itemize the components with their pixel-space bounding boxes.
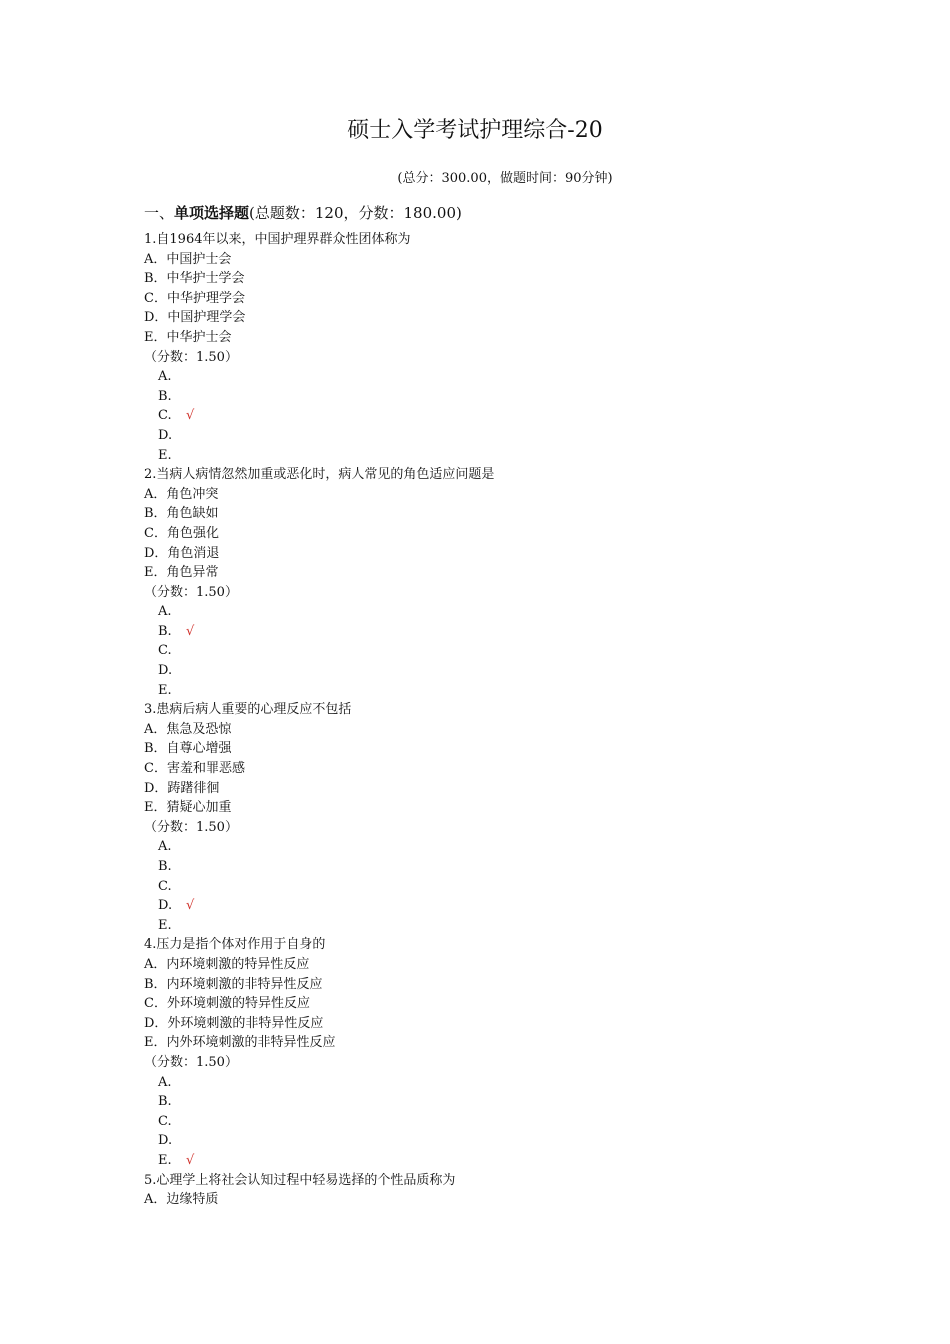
question-block [144,1171,844,1210]
question-option: E．角色异常 [144,565,219,581]
question-option: C．角色强化 [144,525,219,541]
answer-letter: A. [158,369,172,385]
question-option: D．角色消退 [144,545,220,561]
answer-letter: E. [158,682,172,698]
answer-letter: E. [158,447,172,463]
question-list [144,230,844,1210]
document-subtitle: (总分：300.00，做题时间：90分钟) [397,171,613,186]
question-option: C．外环境刺激的特异性反应 [144,996,310,1012]
question-option: A．焦急及恐惊 [144,721,232,737]
answer-letter: A. [158,839,172,855]
question-stem: 1.自1964年以来，中国护理界群众性团体称为 [144,232,411,247]
answer-choice [144,367,844,387]
question-option: B．中华护士学会 [144,271,245,287]
answer-letter: C. [158,1113,172,1129]
question-option: A．中国护士会 [144,251,232,267]
question-option: C．害羞和罪恶感 [144,761,245,777]
answer-letter: D. [158,663,173,679]
question-score: （分数：1.50） [144,349,238,365]
question-option: E．中华护士会 [144,329,232,345]
answer-choice [144,837,844,857]
question-block [144,465,844,700]
section-prefix: 一、 [144,204,175,222]
question-option: C．中华护理学会 [144,290,245,306]
question-score: （分数：1.50） [144,819,238,835]
correct-check-icon: √ [186,408,195,424]
answer-choice [144,446,844,466]
answer-choice [144,1092,844,1112]
question-stem: 4.压力是指个体对作用于自身的 [144,937,326,953]
answer-letter: B. [158,859,172,874]
answer-letter: C. [158,408,172,424]
question-block [144,700,844,935]
answer-choice [144,641,844,661]
answer-choice [144,602,844,622]
document-title: 硕士入学考试护理综合-20 [347,118,603,143]
answer-choice [144,916,844,936]
answer-choice [144,1073,844,1093]
answer-choice [144,406,844,426]
answer-choice [144,896,844,916]
answer-choice [144,1112,844,1132]
question-option: A．角色冲突 [144,486,219,502]
question-block [144,935,844,1170]
answer-letter: A. [158,604,172,620]
answer-letter: C. [158,643,172,659]
answer-letter: A. [158,1074,172,1090]
answer-choice [144,661,844,681]
question-option: D．外环境刺激的非特异性反应 [144,1015,324,1031]
question-option: E．内外环境刺激的非特异性反应 [144,1035,336,1051]
question-option: D．中国护理学会 [144,310,246,326]
answer-letter: D. [158,1133,173,1149]
question-option: B．内环境刺激的非特异性反应 [144,976,323,992]
section-heading [144,202,462,224]
question-block [144,230,844,465]
answer-letter: C. [158,878,172,894]
answer-choice [144,1151,844,1171]
answer-choice [144,681,844,701]
answer-letter: B. [158,388,172,404]
question-option: A．内环境刺激的特异性反应 [144,956,310,972]
question-score: （分数：1.50） [144,584,238,600]
question-stem: 3.患病后病人重要的心理反应不包括 [144,702,352,718]
correct-check-icon: √ [186,1152,195,1168]
question-option: E．猜疑心加重 [144,800,232,816]
answer-choice [144,1131,844,1151]
answer-letter: E. [158,1152,172,1168]
answer-choice [144,426,844,446]
question-option: B．角色缺如 [144,506,219,522]
question-stem: 5.心理学上将社会认知过程中轻易选择的个性品质称为 [144,1172,456,1188]
question-option: A．边缘特质 [144,1192,219,1208]
correct-check-icon: √ [186,623,195,639]
question-score: （分数：1.50） [144,1054,238,1070]
section-name: 单项选择题 [174,204,250,222]
answer-letter: D. [158,898,173,914]
section-meta: (总题数：120，分数：180.00) [249,204,462,222]
answer-choice [144,877,844,897]
answer-choice [144,387,844,407]
question-option: B．自尊心增强 [144,741,232,757]
answer-choice [144,857,844,877]
answer-letter: B. [158,1094,172,1110]
question-option: D．踌躇徘徊 [144,780,220,796]
answer-letter: B. [158,623,172,639]
question-stem: 2.当病人病情忽然加重或恶化时，病人常见的角色适应问题是 [144,467,495,483]
answer-choice [144,622,844,642]
answer-letter: D. [158,427,173,443]
answer-letter: E. [158,917,172,933]
correct-check-icon: √ [186,898,195,914]
